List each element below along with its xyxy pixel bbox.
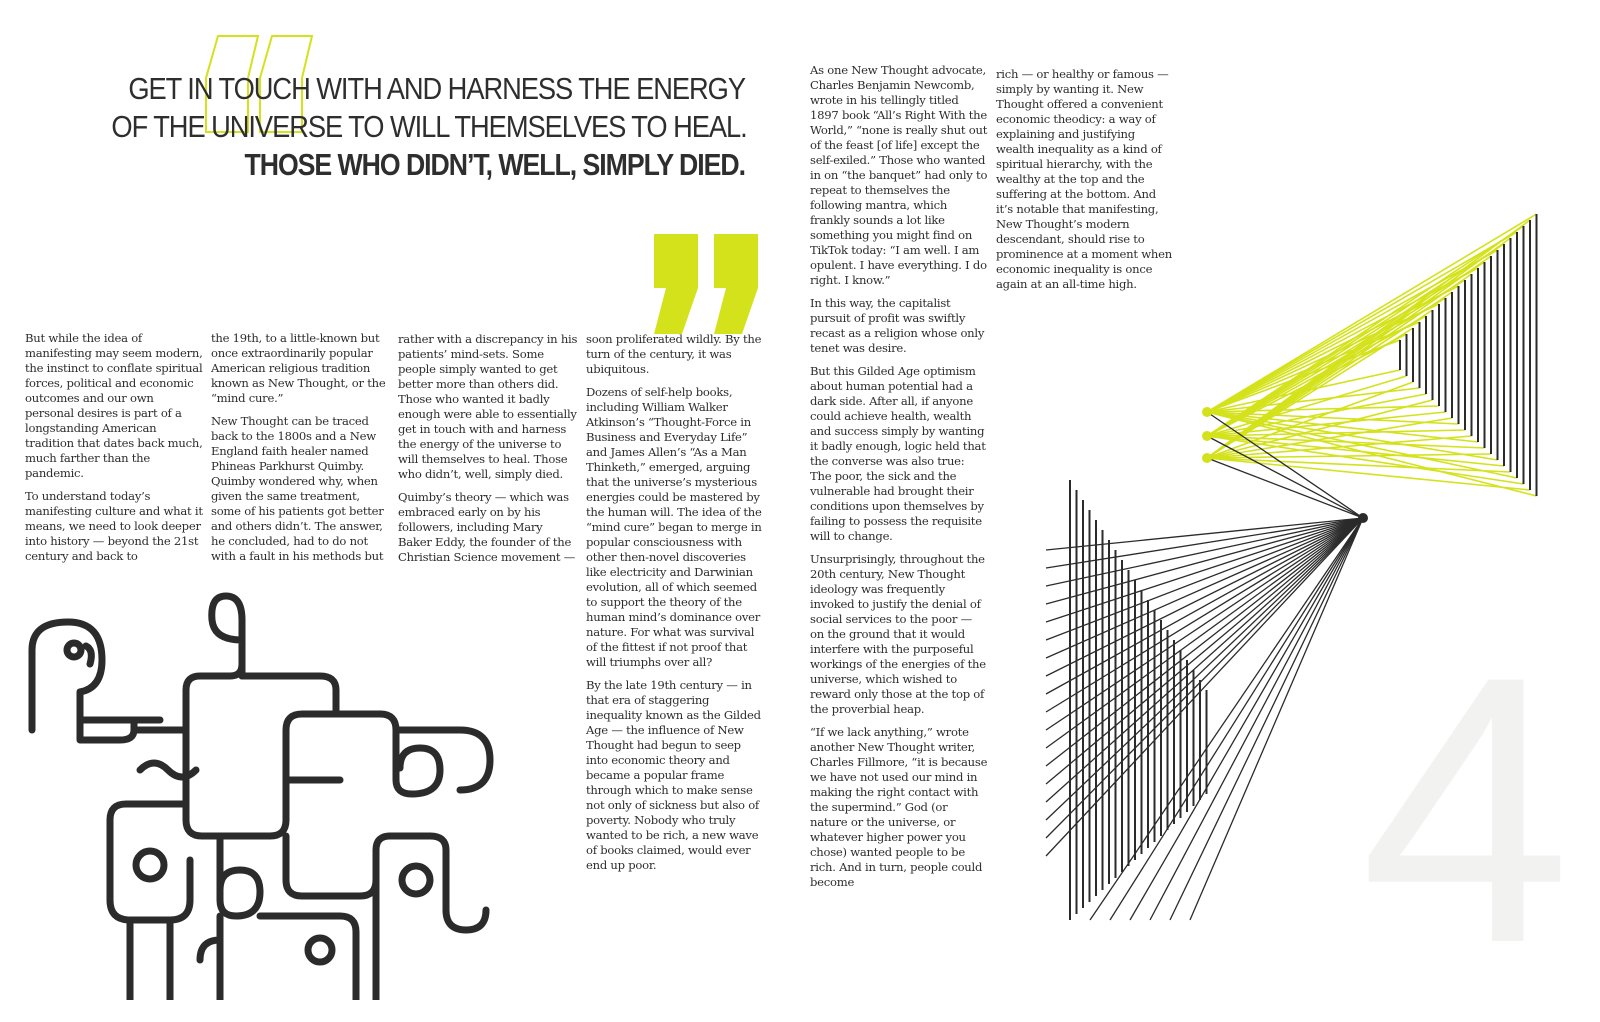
- paragraph: rather with a discrepancy in his patients’ mind-sets. Some people simply wanted to get better more than others did. Those who wanted it badly enough were able to essentially get in touch with and harness the energy of the universe to will themselves to heal. Those who didn’t, well, simply died.: [398, 332, 578, 481]
- pull-quote-line-1: GET IN TOUCH WITH AND HARNESS THE ENERGY: [128, 71, 745, 106]
- paragraph: By the late 19th century — in that era of staggering inequality known as the Gilded Age — the influence of New Thought had begun to seep into economic theory and became a popular frame through which to make sense not only of sickness but also of poverty. Nobody who truly wanted to be rich, a new wave of books claimed, would ever end up poor.: [586, 678, 761, 872]
- squiggle-figure-illustration: [20, 580, 540, 1000]
- pull-quote: [25, 70, 745, 184]
- paragraph: In this way, the capitalist pursuit of profit was swiftly recast as a religion whose only tenet was desire.: [810, 296, 985, 355]
- page-number: 4: [1360, 597, 1572, 1022]
- paragraph: But while the idea of manifesting may seem modern, the instinct to conflate spiritual forces, political and economic outcomes and our own personal desires is part of a longstanding American tradition that dates back much, much farther than the pandemic.: [25, 331, 203, 480]
- article-column-2: [211, 331, 391, 572]
- article-column-3: [398, 332, 578, 573]
- pull-quote-line-3: THOSE WHO DIDN’T, WELL, SIMPLY DIED.: [244, 147, 745, 182]
- article-column-1: [25, 331, 203, 572]
- string-art-illustration: [1030, 140, 1550, 930]
- paragraph: New Thought can be traced back to the 1800s and a New England faith healer named Phineas Parkhurst Quimby. Quimby wondered why, when given the same treatment, some of his patients got better and others didn’t. The answer, he concluded, had to do not with a fault in his methods but: [211, 414, 384, 563]
- pull-quote-line-2: OF THE UNIVERSE TO WILL THEMSELVES TO HEAL.: [111, 109, 747, 144]
- paragraph: soon proliferated wildly. By the turn of the century, it was ubiquitous.: [586, 332, 762, 376]
- paragraph: Quimby’s theory — which was embraced early on by his followers, including Mary Baker Eddy, the founder of the Christian Science movement —: [398, 490, 576, 564]
- close-quote-icon: [652, 232, 762, 337]
- paragraph: the 19th, to a little-known but once extraordinarily popular American religious tradition known as New Thought, or the “mind cure.”: [211, 331, 386, 405]
- paragraph: rich — or healthy or famous — simply by wanting it. New Thought offered a convenient economic theodicy: a way of explaining and justifying wealth inequality as a kind of spiritual hierarchy, with the wealthy at the top and the suffering at the bottom. And it’s notable that manifesting, New Thought’s modern descendant, should rise to prominence at a moment when economic inequality is once again at an all-time high.: [996, 67, 1172, 291]
- paragraph: To understand today’s manifesting culture and what it means, we need to look deeper into history — beyond the 21st century and back to: [25, 489, 203, 563]
- paragraph: “If we lack anything,” wrote another New Thought writer, Charles Fillmore, “it is because we have not used our mind in making the right contact with the supermind.” God (or nature or the universe, or whatever higher power you chose) wanted people to be rich. And in turn, people could become: [810, 725, 988, 889]
- paragraph: But this Gilded Age optimism about human potential had a dark side. After all, if anyone could achieve health, wealth and success simply by wanting it badly enough, logic held that the converse was also true: The poor, the sick and the vulnerable had brought their conditions upon themselves by failing to possess the requisite will to change.: [810, 364, 986, 543]
- paragraph: As one New Thought advocate, Charles Benjamin Newcomb, wrote in his tellingly titled 1897 book “All’s Right With the World,” “none is really shut out of the feast [of life] except the self-exiled.” Those who wanted in on “the banquet” had only to repeat to themselves the following mantra, which frankly sounds a lot like something you might find on TikTok today: “I am well. I am opulent. I have everything. I do right. I know.”: [810, 63, 988, 287]
- paragraph: Unsurprisingly, throughout the 20th century, New Thought ideology was frequently invoked to justify the denial of social services to the poor — on the ground that it would interfere with the purposeful workings of the energies of the universe, which wished to reward only those at the top of the proverbial heap.: [810, 552, 986, 716]
- article-column-5: [810, 63, 988, 898]
- paragraph: Dozens of self-help books, including William Walker Atkinson’s “Thought-Force in Business and Everyday Life” and James Allen’s “As a Man Thinketh,” emerged, arguing that the universe’s mysterious energies could be mastered by the human will. The idea of the “mind cure” began to merge in popular consciousness with other then-novel discoveries like electricity and Darwinian evolution, all of which seemed to support the theory of the human mind’s dominance over nature. For what was survival of the fittest if not proof that will triumphs over all?: [586, 385, 762, 669]
- article-column-4: [586, 332, 766, 881]
